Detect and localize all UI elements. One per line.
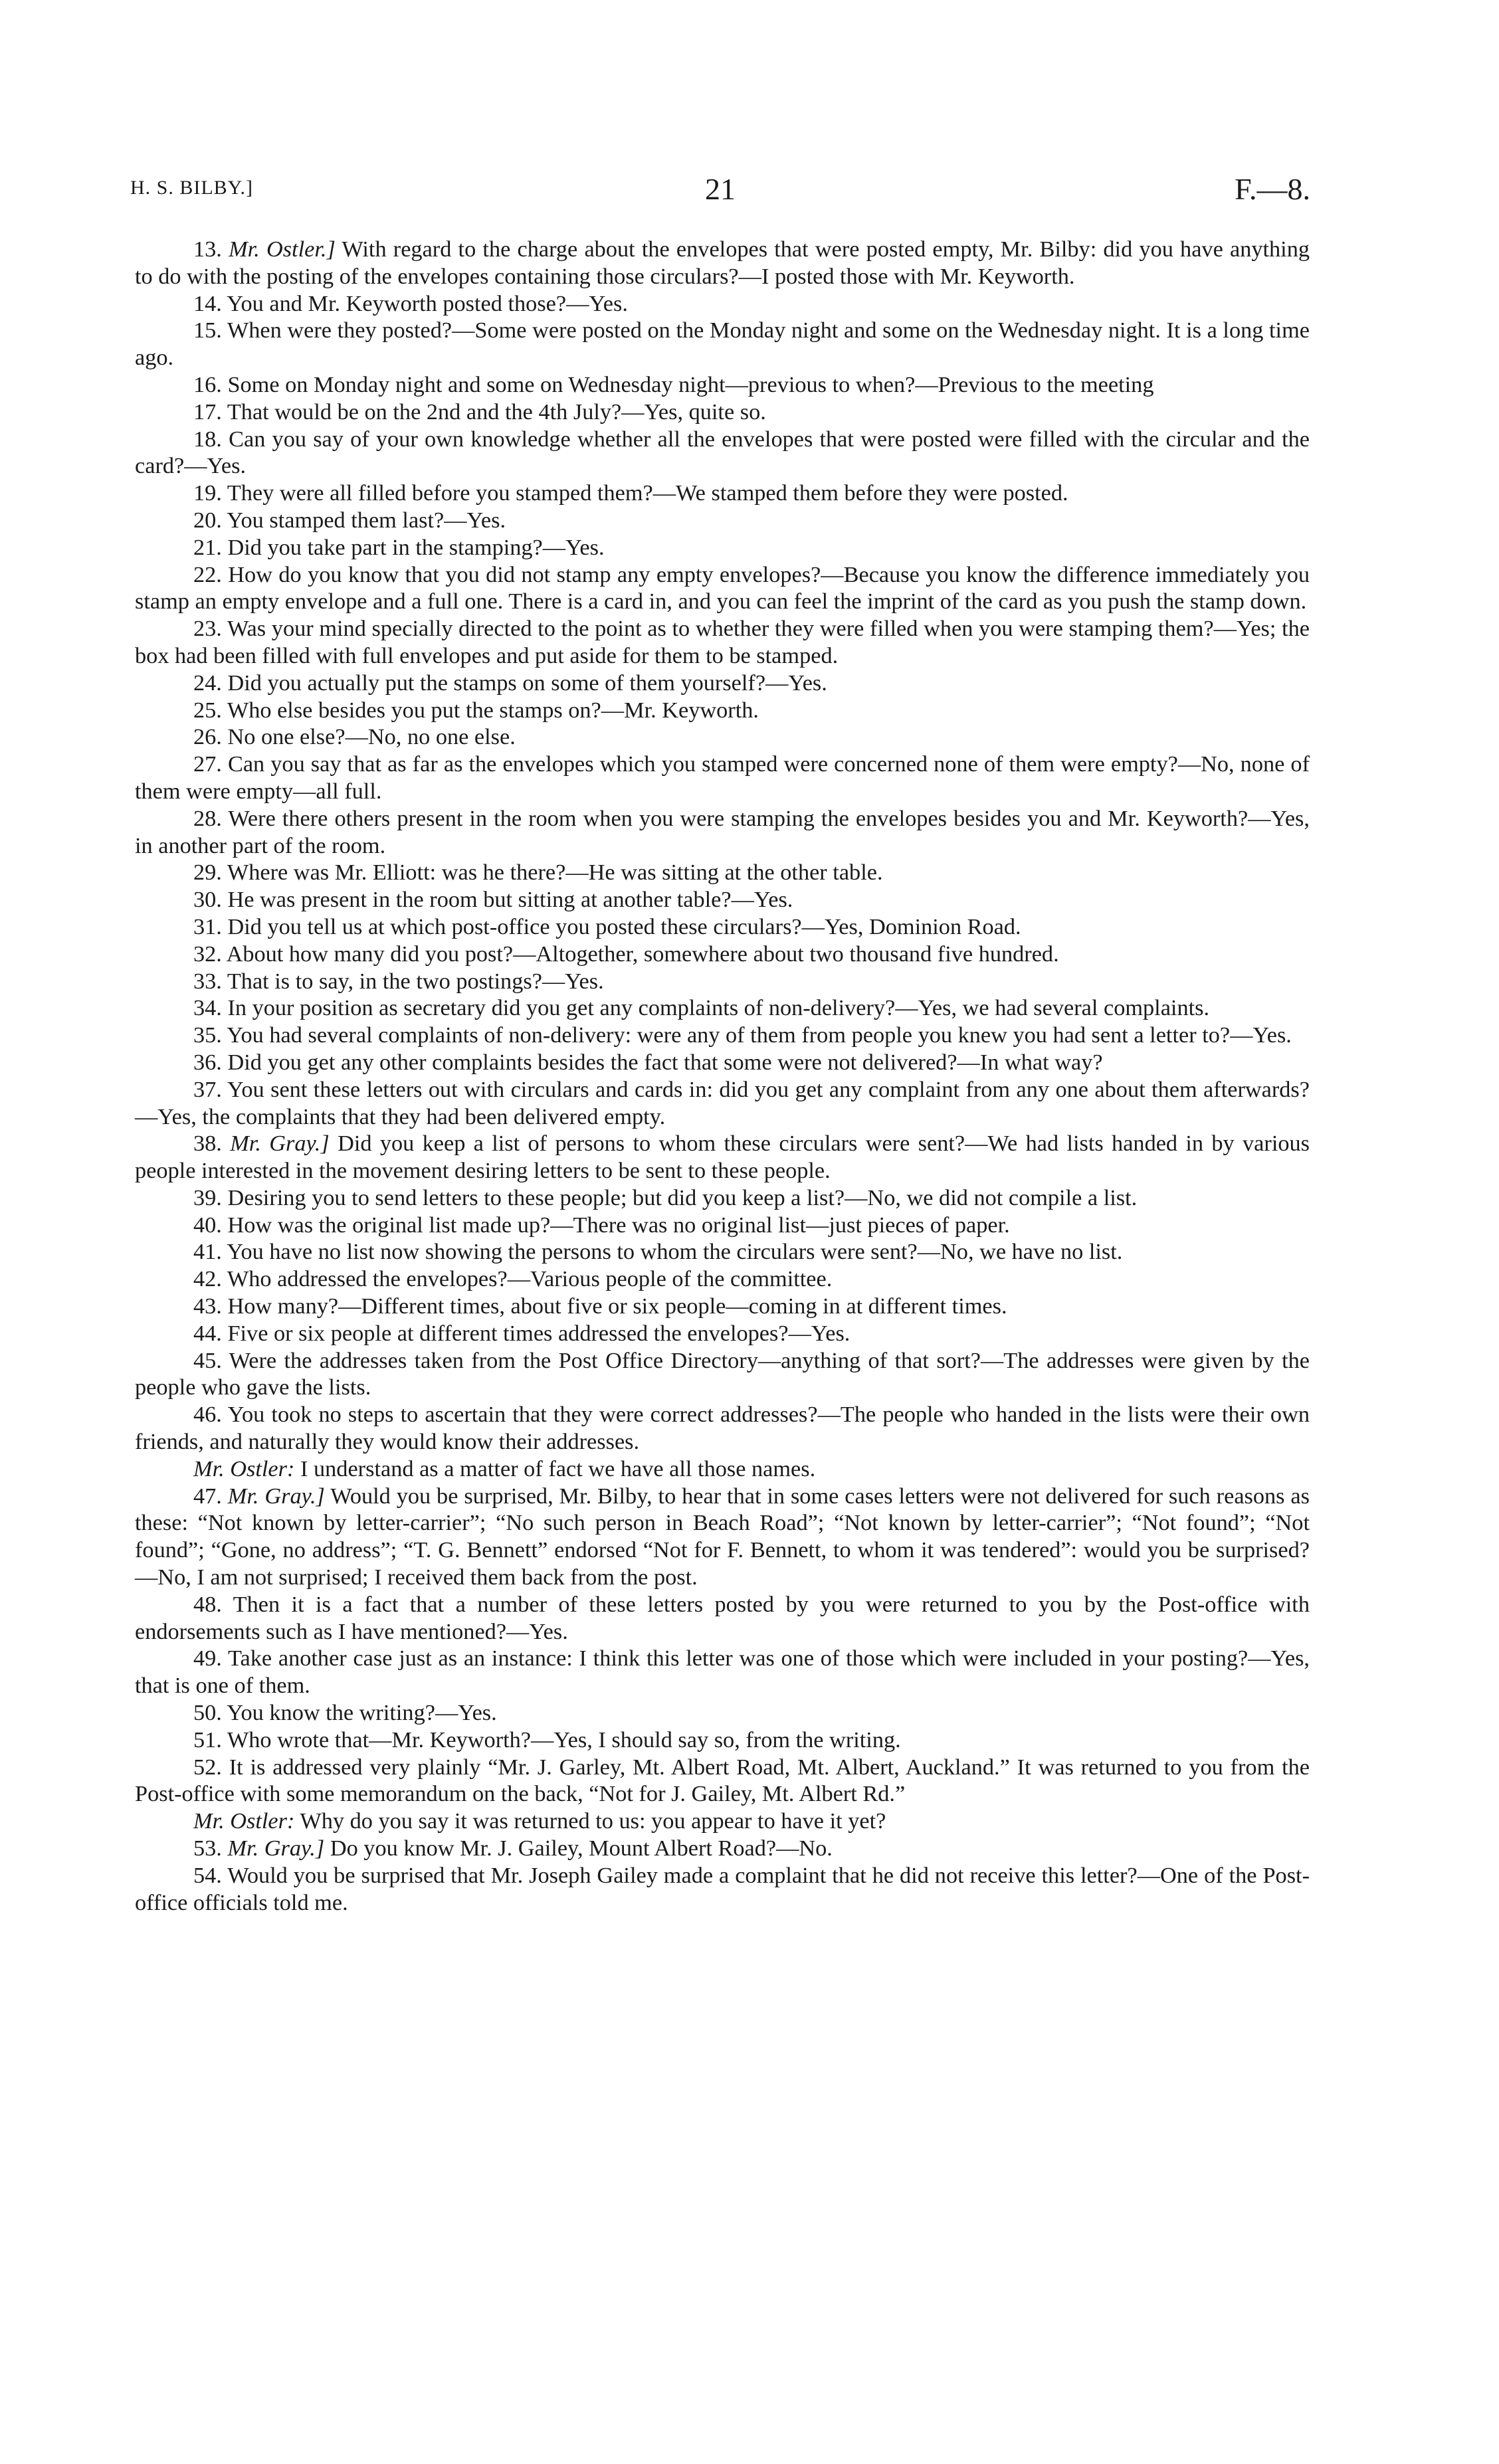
paragraph-text: Did you take part in the stamping?—Yes.: [227, 534, 605, 560]
testimony-paragraph: [135, 1591, 1310, 1646]
question-number: 17.: [193, 399, 222, 425]
testimony-paragraph: [135, 480, 1310, 507]
question-number: 51.: [193, 1727, 222, 1753]
paragraph-text: You have no list now showing the persons to whom the circulars were sent?—No, we have no list.: [227, 1239, 1123, 1265]
testimony-paragraph: [135, 751, 1310, 805]
testimony-paragraph: [135, 399, 1310, 426]
testimony-paragraph: [135, 968, 1310, 995]
paragraph-text: Who else besides you put the stamps on?—Mr. Keyworth.: [227, 697, 759, 723]
paragraph-text: In your position as secretary did you get any complaints of non-delivery?—Yes, we had several complaints.: [227, 995, 1210, 1021]
testimony-paragraph: [135, 1754, 1310, 1808]
paragraph-text: Who wrote that—Mr. Keyworth?—Yes, I should say so, from the writing.: [227, 1727, 901, 1753]
paragraph-text: Would you be surprised, Mr. Bilby, to hear that in some cases letters were not delivered for such reasons as these: “Not known by letter-carrier”; “No such person in Beach Road”; “Not known by letter-carrier”; “Not found”; “Not found”; “Gone, no address”; “T. G. Bennett” endorsed “Not for F. Bennett, to whom it was tendered”: would you be surprised?—No, I am not surprised; I received them back from the post.: [135, 1483, 1310, 1590]
speaker-label: Mr. Ostler:: [193, 1456, 295, 1481]
testimony-paragraph: [135, 1699, 1310, 1727]
paragraph-text: Were the addresses taken from the Post Office Directory—anything of that sort?—The addresses were given by the people who gave the lists.: [135, 1347, 1310, 1400]
testimony-paragraph: [135, 426, 1310, 480]
testimony-paragraph: [135, 941, 1310, 968]
testimony-paragraph: [135, 290, 1310, 318]
paragraph-text: Did you actually put the stamps on some of them yourself?—Yes.: [227, 670, 827, 696]
paragraph-text: You took no steps to ascertain that they were correct addresses?—The people who handed in the lists were their own friends, and naturally they would know their addresses.: [135, 1402, 1310, 1455]
paragraph-text: You and Mr. Keyworth posted those?—Yes.: [227, 290, 628, 316]
speaker-label: Mr. Ostler.]: [229, 237, 336, 262]
paragraph-text: Then it is a fact that a number of these letters posted by you were returned to you by the Post-office with endorsements such as I have mentioned?—Yes.: [135, 1591, 1310, 1644]
speaker-label: Mr. Gray.]: [230, 1131, 330, 1157]
question-number: 27.: [193, 751, 222, 777]
question-number: 35.: [193, 1022, 222, 1048]
question-number: 48.: [193, 1591, 222, 1617]
testimony-paragraph: [135, 507, 1310, 534]
paragraph-text: When were they posted?—Some were posted on the Monday night and some on the Wednesday night. It is a long time ago.: [135, 318, 1310, 371]
paragraph-text: Can you say of your own knowledge whether all the envelopes that were posted were filled with the circular and the card?—Yes.: [135, 426, 1310, 479]
testimony-paragraph: [135, 1835, 1310, 1862]
testimony-paragraph: [135, 615, 1310, 670]
paragraph-text: About how many did you post?—Altogether, somewhere about two thousand five hundred.: [226, 941, 1059, 967]
speaker-label: Mr. Ostler:: [193, 1808, 295, 1834]
question-number: 44.: [193, 1320, 222, 1346]
paragraph-text: Five or six people at different times addressed the envelopes?—Yes.: [227, 1320, 850, 1346]
paragraph-text: Do you know Mr. J. Gailey, Mount Albert Road?—No.: [330, 1836, 833, 1861]
paragraph-text: It is addressed very plainly “Mr. J. Garley, Mt. Albert Road, Mt. Albert, Auckland.” It was returned to you from the Post-office with some memorandum on the back, “Not for J. Gailey, Mt. Albert Rd.”: [135, 1754, 1310, 1807]
question-number: 23.: [193, 616, 222, 642]
header-paper-ref: F.—8.: [1235, 172, 1310, 206]
testimony-paragraph: [135, 913, 1310, 941]
paragraph-text: How do you know that you did not stamp any empty envelopes?—Because you know the difference immediately you stamp an empty envelope and a full one. There is a card in, and you can feel the imprint of the card as you push the stamp down.: [135, 561, 1310, 615]
paragraph-text: Desiring you to send letters to these people; but did you keep a list?—No, we did not compile a list.: [227, 1185, 1138, 1210]
testimony-paragraph: [135, 1266, 1310, 1293]
paragraph-text: Did you keep a list of persons to whom these circulars were sent?—We had lists handed in by various people interested in the movement desiring letters to be sent to these people.: [135, 1131, 1310, 1184]
question-number: 38.: [193, 1131, 222, 1157]
question-number: 50.: [193, 1700, 222, 1726]
paragraph-text: I understand as a matter of fact we have all those names.: [300, 1456, 816, 1481]
question-number: 34.: [193, 995, 222, 1021]
paragraph-text: You stamped them last?—Yes.: [227, 507, 506, 533]
testimony-paragraph: [135, 1022, 1310, 1049]
testimony-paragraph: [135, 1401, 1310, 1456]
question-number: 24.: [193, 670, 222, 696]
question-number: 32.: [193, 941, 222, 967]
paragraph-text: Take another case just as an instance: I think this letter was one of those which were included in your posting?—Yes, that is one of them.: [135, 1646, 1310, 1699]
page-header: [130, 171, 1310, 211]
testimony-paragraph: [135, 1238, 1310, 1266]
paragraph-text: That would be on the 2nd and the 4th July?—Yes, quite so.: [227, 399, 766, 425]
paragraph-text: You know the writing?—Yes.: [227, 1700, 497, 1726]
question-number: 28.: [193, 805, 222, 831]
question-number: 42.: [193, 1266, 222, 1292]
testimony-paragraph: [135, 371, 1310, 399]
question-number: 53.: [193, 1836, 222, 1861]
testimony-paragraph: [135, 1076, 1310, 1131]
question-number: 20.: [193, 507, 222, 533]
paragraph-text: They were all filled before you stamped them?—We stamped them before they were posted.: [227, 480, 1068, 506]
paragraph-text: No one else?—No, no one else.: [227, 724, 516, 750]
question-number: 41.: [193, 1239, 222, 1265]
question-number: 52.: [193, 1754, 222, 1780]
paragraph-text: Was your mind specially directed to the point as to whether they were filled when you were stamping them?—Yes; the box had been filled with full envelopes and put aside for them to be stamped.: [135, 616, 1310, 668]
paragraph-text: Where was Mr. Elliott: was he there?—He was sitting at the other table.: [227, 860, 883, 886]
paragraph-text: Who addressed the envelopes?—Various people of the committee.: [227, 1266, 833, 1292]
testimony-paragraph: [135, 1727, 1310, 1754]
testimony-paragraph: [135, 723, 1310, 751]
question-number: 39.: [193, 1185, 222, 1210]
testimony-paragraph: [135, 1347, 1310, 1402]
question-number: 13.: [193, 237, 222, 262]
testimony-paragraph: [135, 1185, 1310, 1212]
paragraph-text: Were there others present in the room when you were stamping the envelopes besides you and Mr. Keyworth?—Yes, in another part of the room.: [135, 805, 1310, 858]
testimony-paragraph: [135, 1808, 1310, 1835]
paragraph-text: Would you be surprised that Mr. Joseph Gailey made a complaint that he did not receive this letter?—One of the Post-office officials told me.: [135, 1862, 1310, 1915]
testimony-paragraph: [135, 859, 1310, 886]
testimony-paragraph: [135, 1130, 1310, 1185]
testimony-paragraph: [135, 995, 1310, 1022]
question-number: 49.: [193, 1646, 222, 1671]
testimony-paragraph: [135, 534, 1310, 561]
question-number: 40.: [193, 1212, 222, 1238]
question-number: 30.: [193, 887, 222, 913]
question-number: 15.: [193, 318, 222, 343]
paragraph-text: Did you tell us at which post-office you posted these circulars?—Yes, Dominion Road.: [227, 913, 1021, 939]
question-number: 22.: [193, 561, 222, 587]
header-witness-name: H. S. BILBY.]: [130, 177, 253, 199]
question-number: 29.: [193, 860, 222, 886]
question-number: 14.: [193, 290, 222, 316]
question-number: 36.: [193, 1049, 222, 1075]
testimony-paragraph: [135, 1049, 1310, 1076]
question-number: 31.: [193, 913, 222, 939]
paragraph-text: You sent these letters out with circulars and cards in: did you get any complaint from any one about them afterwards?—Yes, the complaints that they had been delivered empty.: [135, 1076, 1310, 1129]
question-number: 54.: [193, 1862, 222, 1888]
testimony-paragraph: [135, 697, 1310, 724]
testimony-paragraph: [135, 1456, 1310, 1483]
paragraph-text: He was present in the room but sitting at another table?—Yes.: [227, 887, 793, 913]
paragraph-text: Can you say that as far as the envelopes which you stamped were concerned none of them were empty?—No, none of them were empty—all full.: [135, 751, 1310, 804]
testimony-paragraph: [135, 1293, 1310, 1320]
speaker-label: Mr. Gray.]: [227, 1836, 325, 1861]
testimony-paragraph: [135, 886, 1310, 913]
testimony-paragraph: [135, 561, 1310, 616]
question-number: 33.: [193, 968, 222, 994]
paragraph-text: You had several complaints of non-delivery: were any of them from people you knew you had sent a letter to?—Yes.: [227, 1022, 1292, 1048]
testimony-paragraph: [135, 1483, 1310, 1591]
question-number: 21.: [193, 534, 222, 560]
testimony-paragraph: [135, 1645, 1310, 1699]
testimony-paragraph: [135, 1212, 1310, 1239]
paragraph-text: That is to say, in the two postings?—Yes.: [227, 968, 604, 994]
testimony-paragraph: [135, 317, 1310, 371]
speaker-label: Mr. Gray.]: [227, 1483, 325, 1509]
question-number: 25.: [193, 697, 222, 723]
testimony-paragraph: [135, 1862, 1310, 1917]
question-number: 47.: [193, 1483, 222, 1509]
question-number: 43.: [193, 1293, 222, 1319]
paragraph-text: Why do you say it was returned to us: you appear to have it yet?: [300, 1808, 886, 1834]
question-number: 37.: [193, 1076, 222, 1102]
paragraph-text: How many?—Different times, about five or six people—coming in at different times.: [227, 1293, 1007, 1319]
testimony-paragraph: [135, 805, 1310, 860]
question-number: 16.: [193, 371, 222, 397]
testimony-paragraph: [135, 236, 1310, 290]
paragraph-text: Some on Monday night and some on Wednesday night—previous to when?—Previous to the meeting: [227, 371, 1154, 397]
page-number: 21: [705, 172, 736, 206]
question-number: 18.: [193, 426, 222, 452]
question-number: 45.: [193, 1347, 222, 1373]
paragraph-text: With regard to the charge about the envelopes that were posted empty, Mr. Bilby: did you have anything to do with the posting of the envelopes containing those circulars?—I posted those with Mr. Keyworth.: [135, 237, 1310, 289]
paragraph-text: How was the original list made up?—There was no original list—just pieces of paper.: [227, 1212, 1010, 1238]
paragraph-text: Did you get any other complaints besides the fact that some were not delivered?—In what way?: [227, 1049, 1103, 1075]
testimony-paragraph: [135, 1320, 1310, 1347]
testimony-paragraph: [135, 670, 1310, 697]
question-number: 19.: [193, 480, 222, 506]
question-number: 26.: [193, 724, 222, 750]
question-number: 46.: [193, 1402, 222, 1428]
testimony-body: [135, 236, 1310, 1916]
